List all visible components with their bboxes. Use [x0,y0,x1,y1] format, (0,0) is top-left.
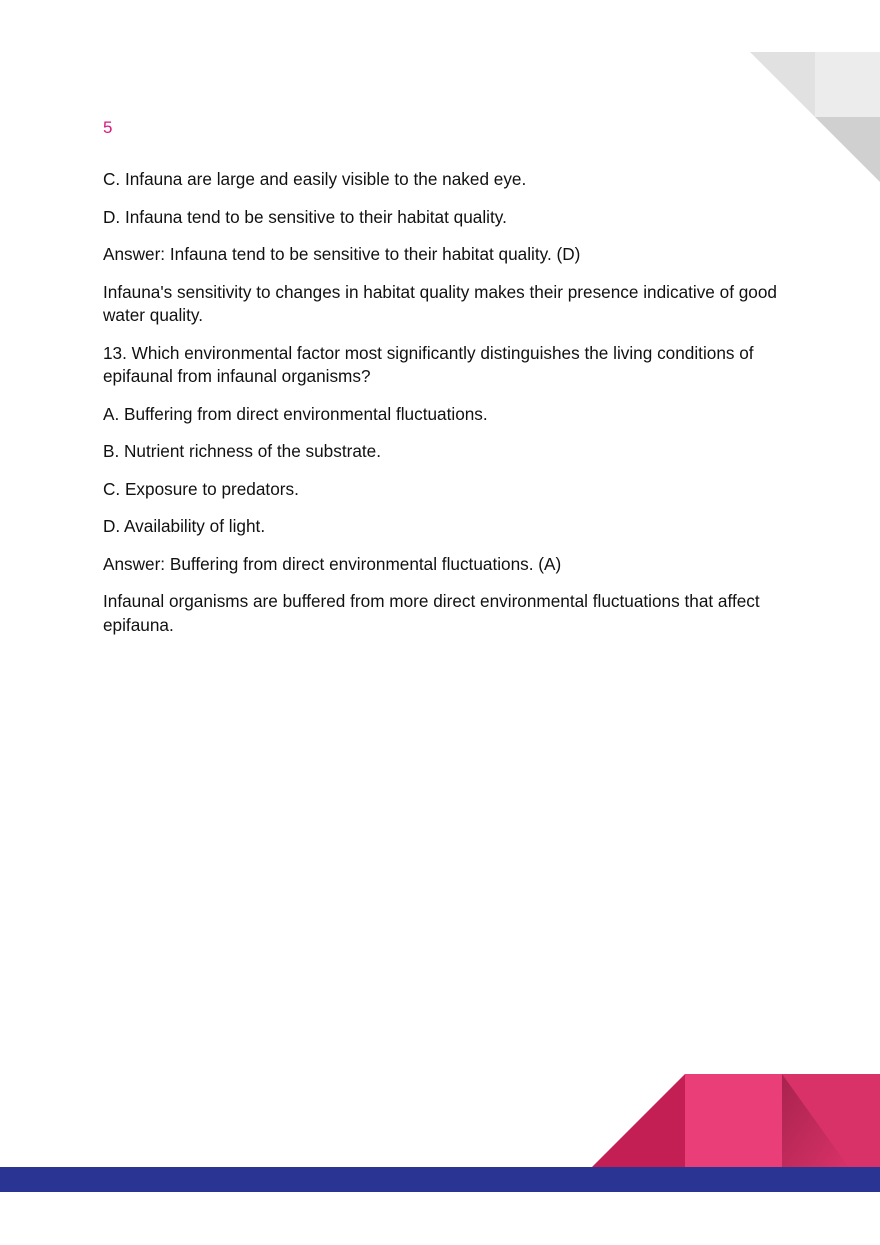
answer-option-b: B. Nutrient richness of the substrate. [103,441,381,461]
answer-line: Answer: Buffering from direct environmental fluctuations. (A) [103,553,562,574]
answer-option-d: D. Infauna tend to be sensitive to their habitat quality. [103,206,507,227]
answer-option-c: C. Exposure to predators. [103,478,299,499]
document-body [103,168,783,651]
explanation: Infauna's sensitivity to changes in habitat quality makes their presence indicative of good water quality. [103,281,777,325]
corner-triangle-mid [815,117,880,182]
question-13: 13. Which environmental factor most significantly distinguishes the living conditions of epifaunal from infaunal organisms? [103,342,754,386]
corner-block-pink [685,1074,782,1169]
bottom-corner-decoration [590,1074,880,1169]
answer-option-a: A. Buffering from direct environmental fluctuations. [103,403,488,424]
corner-triangle-light [750,52,815,117]
answer-line: Answer: Infauna tend to be sensitive to their habitat quality. (D) [103,244,581,264]
corner-square-light [815,52,880,117]
explanation: Infaunal organisms are buffered from more direct environmental fluctuations that affect epifauna. [103,591,760,635]
answer-option-c: C. Infauna are large and easily visible to the naked eye. [103,169,527,189]
corner-triangle-crimson [590,1074,685,1169]
footer-band [0,1167,880,1192]
answer-option-d: D. Availability of light. [103,516,266,536]
page-number: 5 [103,118,113,137]
top-corner-decoration [750,52,880,182]
